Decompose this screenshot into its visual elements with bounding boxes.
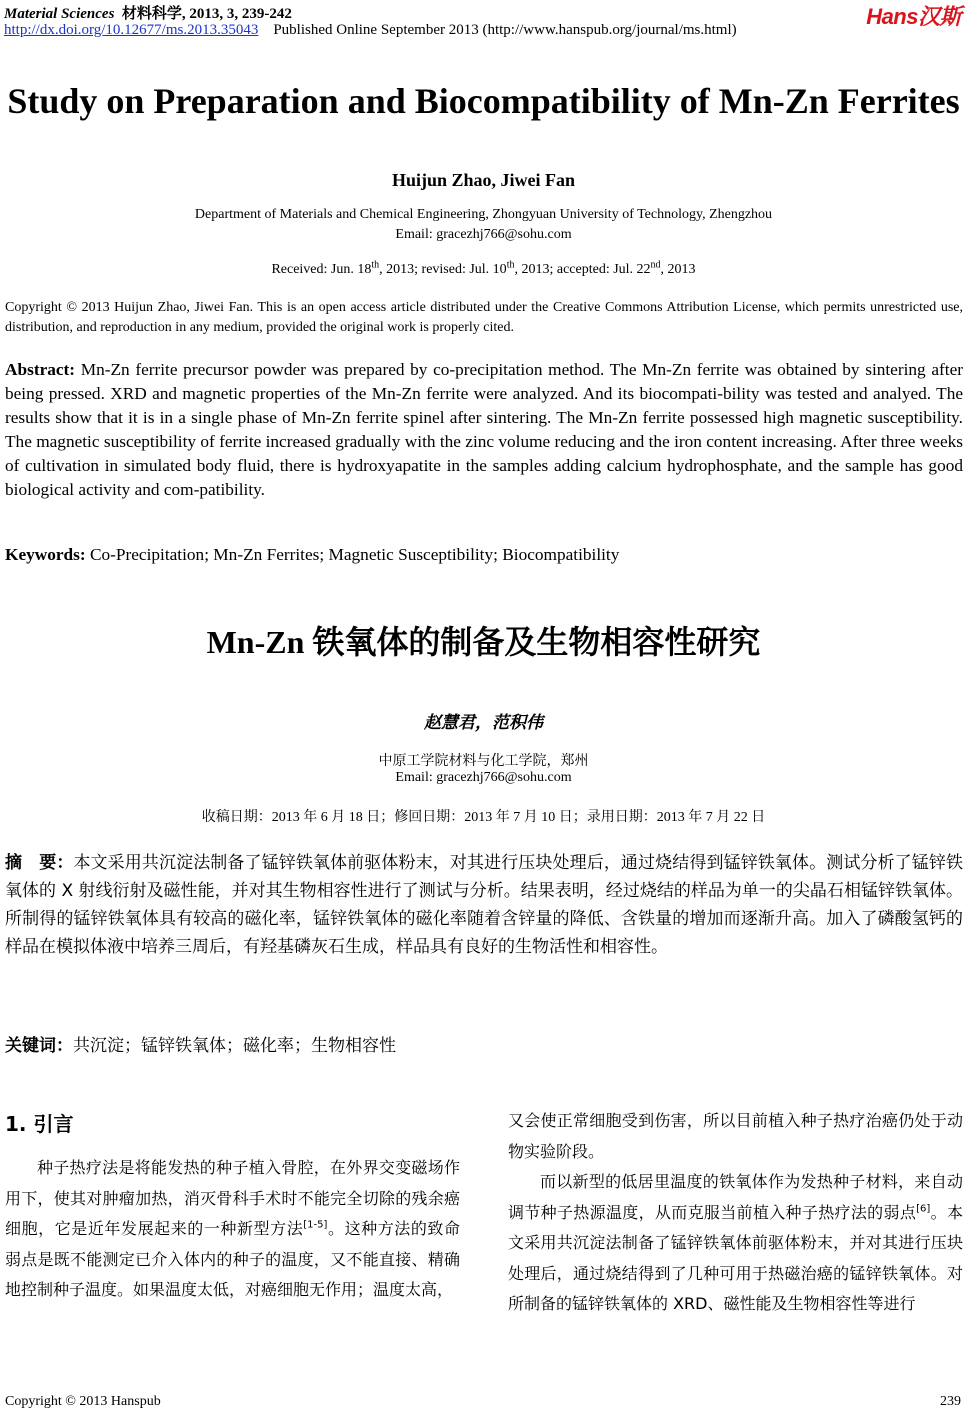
left-column	[5, 1153, 460, 1306]
keywords-zh-text: 共沉淀；锰锌铁氧体；磁化率；生物相容性	[73, 1036, 396, 1056]
journal-header	[4, 2, 292, 23]
paper-title-zh: Mn-Zn 铁氧体的制备及生物相容性研究	[206, 624, 761, 660]
page-number: 239	[940, 1394, 961, 1409]
copyright-notice: Copyright © 2013 Huijun Zhao, Jiwei Fan. This is an open access article distributed under the Creative Commons Attribution License, which permits unrestricted use, distribution, and reproduction in any medium, provided the original work is properly cited.	[5, 300, 963, 335]
volume-info: , 2013, 3, 239-242	[181, 6, 292, 22]
keywords-en	[5, 543, 963, 567]
abstract-zh-text: 本文采用共沉淀法制备了锰锌铁氧体前驱体粉末，对其进行压块处理后，通过烧结得到锰锌铁氧体。测试分析了锰锌铁氧体的 X 射线衍射及磁性能，并对其生物相容性进行了测试与分析。结果表明，经过烧结的样品为单一的尖晶石相锰锌铁氧体。所制得的锰锌铁氧体具有较高的磁化率，锰锌铁氧体的磁化率随着含锌量的降低、含铁量的增加而逐渐升高。加入了磷酸氢钙的样品在模拟体液中培养三周后，有羟基磷灰石生成，样品具有良好的生物活性和相容性。	[5, 853, 963, 957]
abstract-zh-label: 摘 要：	[5, 853, 74, 873]
keywords-zh	[5, 1032, 963, 1060]
citation: [6]	[916, 1203, 931, 1215]
keywords-label: Keywords:	[5, 545, 86, 564]
keywords-text: Co-Precipitation; Mn-Zn Ferrites; Magnetic Susceptibility; Biocompatibility	[85, 545, 620, 564]
intro-paragraph-2: 而以新型的低居里温度的铁氧体作为发热种子材料，来自动调节种子热源温度，从而克服当前植入种子热疗法的弱点[6]。本文采用共沉淀法制备了锰锌铁氧体前驱体粉末，并对其进行压块处理后，通过烧结得到了几种可用于热磁治癌的锰锌铁氧体。对所制备的锰锌铁氧体的 XRD、磁性能及生物相容性等进行	[508, 1172, 963, 1313]
affiliation-en: Department of Materials and Chemical Engineering, Zhongyuan University of Technology, Zhengzhou	[194, 207, 773, 222]
hans-logo: Hans汉斯	[866, 4, 961, 29]
doi-link[interactable]: http://dx.doi.org/10.12677/ms.2013.35043	[4, 22, 259, 38]
keywords-zh-label: 关键词：	[5, 1036, 73, 1056]
intro-paragraph-1-cont: 又会使正常细胞受到伤害，所以目前植入种子热疗治癌仍处于动物实验阶段。	[508, 1111, 963, 1161]
authors-zh: 赵慧君，范积伟	[424, 713, 543, 732]
paper-title-en: Study on Preparation and Biocompatibility of Mn-Zn Ferrites	[7, 81, 960, 121]
section-heading-intro: 1. 引言	[5, 1112, 74, 1136]
abstract-text: Mn-Zn ferrite precursor powder was prepared by co-precipitation method. The Mn-Zn ferrite was obtained by sintering after being pressed. XRD and magnetic properties of the Mn-Zn ferrite were analyzed. And its biocompati-bility was tested and analyed. The results show that it is in a single phase of Mn-Zn ferrite spinel after sintering. The Mn-Zn ferrite possessed high magnetic susceptibility. The magnetic susceptibility of ferrite increased gradually with the zinc volume reducing and the iron content increasing. After three weeks of cultivation in simulated body fluid, there is hydroxyapatite in the samples adding calcium hydrophosphate, and the sample has good biological activity and com-patibility.	[5, 360, 963, 499]
abstract-zh	[5, 849, 963, 961]
email-zh: Email: gracezhj766@sohu.com	[395, 770, 572, 785]
dates-zh: 收稿日期：2013 年 6 月 18 日；修回日期：2013 年 7 月 10 日；录用日期：2013 年 7 月 22 日	[201, 810, 766, 825]
email-en: Email: gracezhj766@sohu.com	[395, 227, 572, 242]
affiliation-zh: 中原工学院材料与化工学院，郑州	[378, 754, 589, 769]
published-online-text: Published Online September 2013 (http://www.hanspub.org/journal/ms.html)	[273, 22, 737, 38]
received-dates: Received: Jun. 18th, 2013; revised: Jul. 10th, 2013; accepted: Jul. 22nd, 2013	[271, 259, 696, 277]
abstract-label: Abstract:	[5, 360, 76, 379]
intro-paragraph-1: 种子热疗法是将能发热的种子植入骨腔，在外界交变磁场作用下，使其对肿瘤加热，消灭骨科手术时不能完全切除的残余癌细胞，它是近年发展起来的一种新型方法[1-5]。这种方法的致命弱点是既不能测定已介入体内的种子的温度，又不能直接、精确地控制种子温度。如果温度太低，对癌细胞无作用；温度太高，	[5, 1158, 460, 1299]
citation: [1-5]	[303, 1219, 328, 1231]
abstract-en	[5, 358, 963, 502]
journal-name-en: Material Sciences	[4, 6, 115, 22]
publication-line	[4, 22, 737, 39]
right-column	[508, 1106, 963, 1320]
footer-copyright: Copyright © 2013 Hanspub	[5, 1394, 161, 1409]
journal-name-zh: 材料科学	[121, 6, 182, 22]
authors-en: Huijun Zhao, Jiwei Fan	[391, 170, 576, 190]
